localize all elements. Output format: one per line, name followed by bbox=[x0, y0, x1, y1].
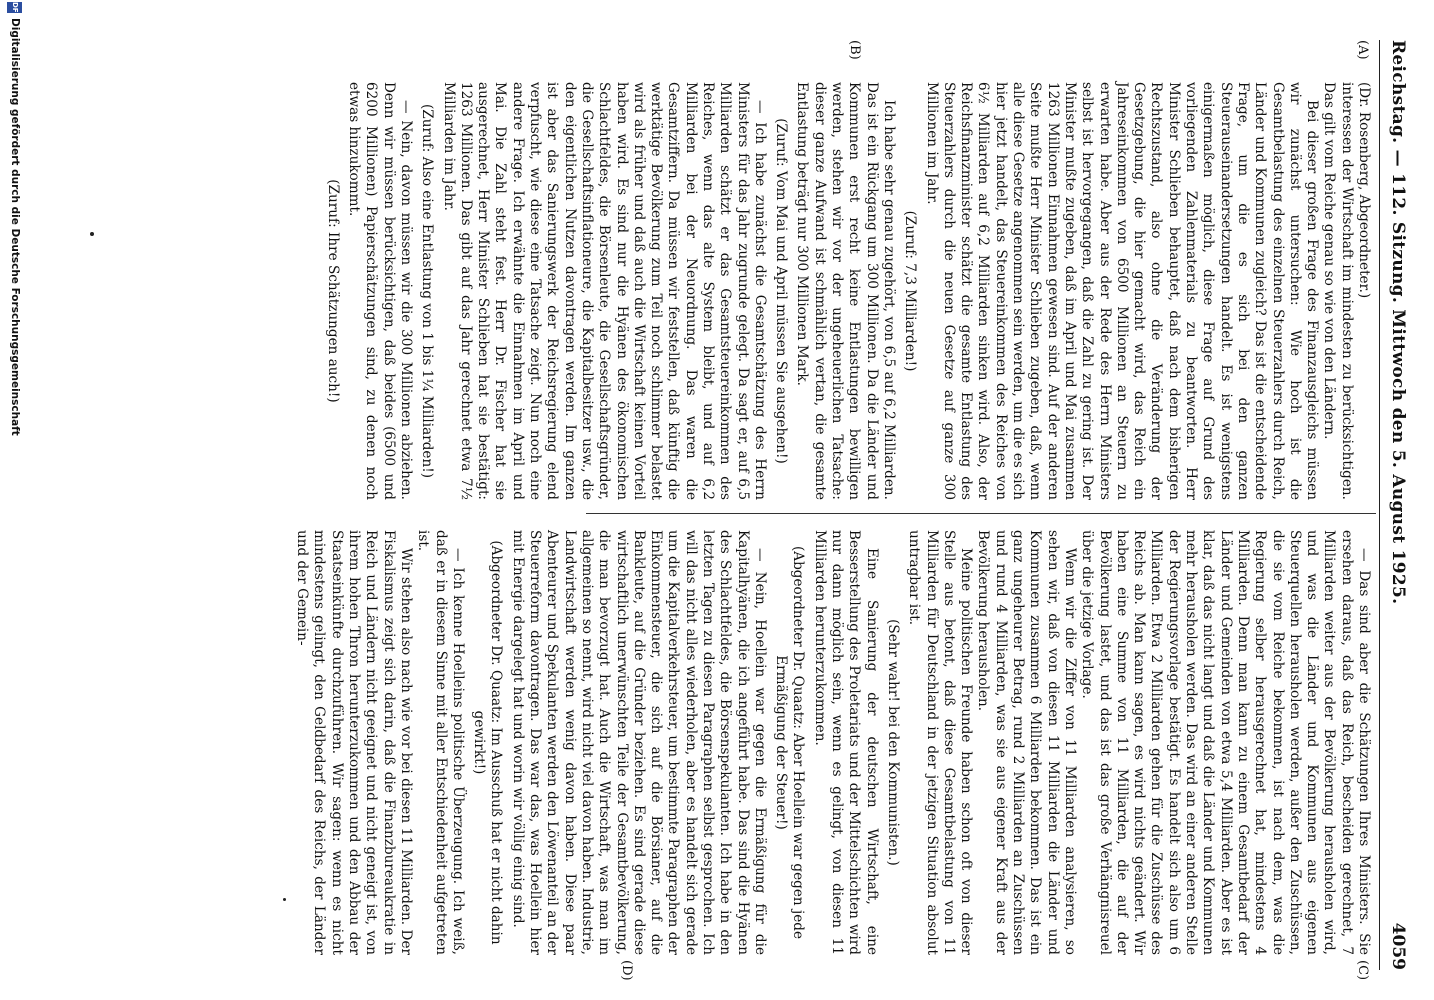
paragraph: Wir stehen also nach wie vor bei diesen 11 Milliarden. Der Fiskalismus zeigt sich darin, daß die Finanzbureaukratie in Reich und Ländern nicht geeignet und nicht geneigt ist, von ihrem hohen Thron herunterzukommen und den Abbau der Staatseinkünfte durchzuführen. Wir sagen: wenn es nicht mindestens gelingt, den Geldbedarf des Reichs, der Länder und der Gemein- bbox=[294, 530, 414, 955]
interjection: (Abgeordneter Dr. Quaatz: Aber Hoellein war gegen jede Ermäßigung der Steuer!) bbox=[773, 545, 807, 940]
footer-credit bbox=[3, 0, 25, 1000]
scan-speck bbox=[90, 232, 94, 236]
interjection: (Zuruf: Also eine Entlastung von 1 bis 1¼ Milliarden!) bbox=[419, 104, 436, 478]
header-title: Reichstag. — 112. Sitzung. Mittwoch den 5. August 1925. bbox=[1388, 40, 1408, 605]
paragraph: — Das sind aber die Schätzungen Ihres Ministers. Sie ersehen daraus, daß das Reich, bescheiden gerechnet, 7 Milliarden weiter aus der Bevölkerung herausholen wird, und was die Länder und Kommunen aus eigenen Steuerquellen herausholen werden, außer den Zuschüssen, die sie vom Reiche bekommen, ist nach dem, was die Regierung selber herausgerechnet hat, mindestens 4 Milliarden. Denn man kann zu einem Gesamtbedarf der Länder und Gemeinden von etwa 5,4 Milliarden. Aber es ist klar, daß das nicht langt und daß die Länder und Kommunen mehr herausholen werden. Das wird an einer anderen Stelle der Regierungsvorlage bestätigt. Es handelt sich also um 6 Milliarden. Etwa 2 Milliarden gehen für die Zuschüsse des Reichs ab. Man kann sagen, es wird nichts geändert. Wir haben eine Summe von 11 Milliarden, die auf der Bevölkerung lastet, und das ist das große Verhängnisreuel über die jetzige Vorlage. bbox=[1079, 530, 1372, 955]
interjection: (Zuruf: Vom Mai und April müssen Sie ausgehen!) bbox=[773, 118, 790, 464]
dfg-logo-icon: DFG bbox=[7, 2, 22, 13]
paragraph: interessen der Wirtschaft im mindesten zu berücksichtigen. Das gilt vom Reiche genau so wie von den Ländern. bbox=[1321, 82, 1355, 500]
margin-mark-a: (A) bbox=[1355, 40, 1370, 60]
scan-speck bbox=[283, 898, 286, 901]
speaker-line: (Dr. Rosenberg, Abgeordneter.) bbox=[1356, 82, 1372, 299]
footer-credit-text: Digitalisierung gefördert durch die Deutsche Forschungsgemeinschaft bbox=[9, 18, 21, 436]
margin-mark-c: (C) bbox=[1355, 960, 1370, 981]
interjection: (Zuruf: Ihre Schätzungen auch!) bbox=[324, 179, 341, 403]
paragraph: Wenn wir die Ziffer von 11 Milliarden analysieren, so sehen wir, daß von diesen 11 Milliarden die Länder und Kommunen zusammen 6 Milliarden bekommen. Das ist ein ganz ungeheurer Betrag, rund 2 Milliarden an Zuschüssen und rund 4 Milliarden, was sie aus eigener Kraft aus der Bevölkerung herausholen. bbox=[975, 530, 1078, 955]
paragraph: Ich habe sehr genau zugehört, von 6,5 auf 6,2 Milliarden. Das ist ein Rückgang um 300 Millionen. Da die Länder und Kommunen erst recht keine Entlastungen bewilligen werden, stehen wir vor der ungeheuerlichen Tatsache: dieser ganze Aufwand ist schmählich vertan, die gesamte Entlastung beträgt nur 300 Millionen Mark. bbox=[794, 82, 897, 500]
margin-mark-d: (D) bbox=[619, 960, 634, 981]
interjection: (Sehr wahr! bei den Kommunisten.) bbox=[884, 619, 901, 866]
interjection: (Abgeordneter Dr. Quaatz: Im Ausschuß hat er nicht dahin gewirkt!) bbox=[471, 540, 505, 945]
paragraph: Eine Sanierung der deutschen Wirtschaft, eine Besserstellung des Proletariats und der Mittelschichten wird nur dann möglich sein, wenn es gelingt, von diesen 11 Milliarden herunterzukommen. bbox=[811, 530, 880, 955]
right-column bbox=[293, 530, 1372, 955]
page-header bbox=[1379, 40, 1414, 970]
paragraph: Meine politischen Freunde haben schon oft von dieser Stelle aus betont, daß diese Gesamtbelastung von 11 Milliarden für Deutschland in der jetzigen Situation absolut untragbar ist. bbox=[906, 530, 975, 955]
paragraph: — Nein, davon müssen wir die 300 Millionen abziehen. Denn wir müssen berücksichtigen, daß beides (6500 und 6200 Millionen) Papierschätzungen sind, zu denen noch etwas hinzukommt. bbox=[346, 82, 414, 500]
left-column bbox=[319, 82, 1372, 500]
paragraph: — Nein, Hoellein war gegen die Ermäßigung für die Kapitalhyänen, die ich angeführt habe. Das sind die Hyänen des Schlachtfeldes, die Börsenspekulanten. Ich habe in den letzten Tagen zu diesen Paragraphen selbst gesprochen. Ich will das nicht alles wiederholen, aber es handelt sich gerade um die Kapitalverkehrsteuer, um bestimmte Paragraphen der Einkommensteuer, die sich auf die Börsianer, auf die Bankleute, auf die Gründer beziehen. Es sind gerade diese wirtschaftlich unerwünschten Teile der Gesamtbevölkerung, die man bevorzugt hat. Auch die Wirtschaft, was man im allgemeinen so nennt, wird nicht viel davon haben. Industrie, Landwirtschaft werden wenig davon haben. Diese paar Abenteurer und Spekulanten werden den Löwenanteil an der Steuerreform davontragen. Das war das, was Hoellein hier mit Energie dargelegt hat und worin wir völlig einig sind. bbox=[509, 530, 768, 955]
page-number: 4059 bbox=[1388, 922, 1408, 970]
paragraph: — Ich habe zunächst die Gesamtschätzung des Herrn Ministers für das Jahr zugrunde gelegt. Da sagt er, auf 6,5 Milliarden schätzt er das Gesamtsteuereinkommen des Reiches, wenn das alte System bleibt, und auf 6,2 Milliarden bei der Neuordnung. Das waren die Gesamtziffern. Da müssen wir feststellen, daß künftig die werktätige Bevölkerung zum Teil noch schlimmer belastet wird als früher und daß auch die Wirtschaft keinen Vorteil haben wird. Es sind nur die Hyänen des ökonomischen Schlachtfeldes, die Börsenleute, die Gesellschaftsgründer, die Gesellschaftsinflationeure, die Kapitalbesitzer usw., die den eigentlichen Nutzen davontragen werden. Im ganzen ist aber das Sanierungswerk der Reichsregierung elend verpfuscht, wie diese eine Tatsache zeigt. Nun noch eine andere Frage. Ich erwähnte die Einnahmen im April und Mai. Die Zahl steht fest. Herr Dr. Fischer hat sie ausgerechnet, Herr Minister Schlieben hat sie bestätigt: 1263 Millionen. Das gibt auf das Jahr gerechnet etwa 7½ Milliarden im Jahr. bbox=[440, 82, 768, 500]
interjection: (Zuruf: 7,3 Milliarden!) bbox=[902, 210, 919, 372]
column-divider bbox=[586, 513, 1376, 514]
paragraph: — Ich kenne Hoelleins politische Überzeugung. Ich weiß, daß er in diesem Sinne mit aller Entschiedenheit aufgetreten ist. bbox=[415, 530, 466, 955]
margin-mark-b: (B) bbox=[847, 40, 862, 60]
paragraph: Bei dieser großen Frage des Finanzausgleichs müssen wir zunächst untersuchen: Wie hoch ist die Gesamtbelastung des einzelnen Steuerzahlers durch Reich, Länder und Kommunen zugleich? Das ist die entscheidende Frage, um die es sich bei den ganzen Steuerauseinandersetzungen handelt. Es ist wenigstens einigermaßen möglich, diese Frage auf Grund des vorliegenden Zahlenmaterials zu beantworten. Herr Minister Schlieben behauptet, daß nach dem bisherigen Rechtszustand, also ohne die Veränderung der Gesetzgebung, die hier gemacht wird, das Reich ein Jahreseinkommen von 6500 Millionen an Steuern zu erwarten habe. Aber aus der Rede des Herrn Ministers selbst ist hervorgegangen, daß die Zahl zu gering ist. Der Minister mußte zugeben, daß im April und Mai zusammen 1263 Millionen Einnahmen gewesen sind. Auf der anderen Seite mußte Herr Minister Schlieben zugeben, daß, wenn alle diese Gesetze angenommen sein werden, um die es sich hier jetzt handelt, das Steuereinkommen des Reiches von 6½ Milliarden auf 6,2 Milliarden sinken wird. Also, der Reichsfinanzminister schätzt die gesamte Entlastung des Steuerzahlers durch die neuen Gesetze auf ganze 300 Millionen im Jahr. bbox=[923, 82, 1321, 500]
